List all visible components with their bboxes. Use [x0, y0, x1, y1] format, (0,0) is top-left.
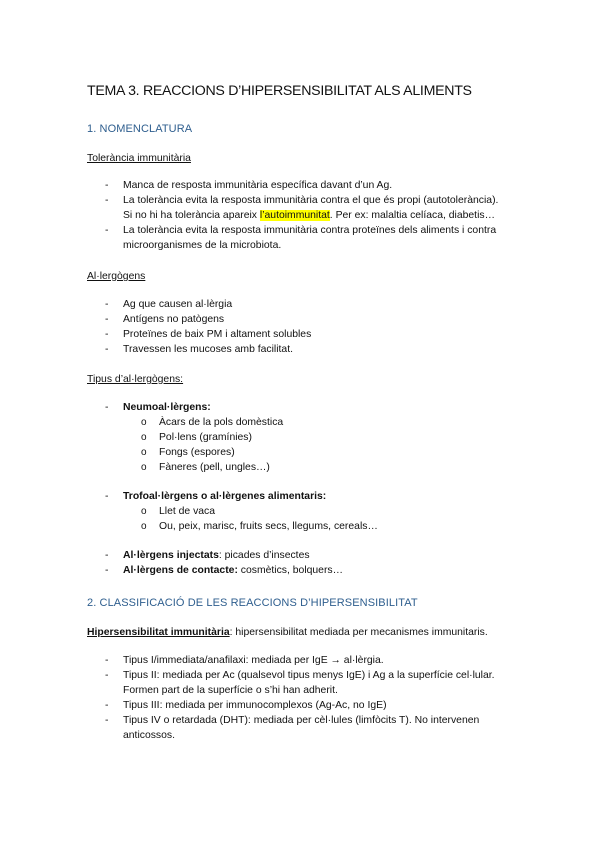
bullet-dash: -: [105, 225, 109, 236]
bullet-dash: -: [105, 655, 109, 666]
list-item: Antígens no patògens: [123, 314, 225, 325]
definition-text: : hipersensibilitat mediada per mecanismes immunitaris.: [229, 627, 488, 638]
bullet-dash: -: [105, 314, 109, 325]
category-text: cosmètics, bolquers…: [237, 565, 344, 576]
sub-list-item: Àcars de la pols domèstica: [159, 417, 284, 428]
section-heading-classificacio: 2. CLASSIFICACIÓ DE LES REACCIONS D’HIPERSENSIBILITAT: [87, 597, 418, 609]
list-item: Manca de resposta immunitària específica davant d’un Ag.: [123, 180, 393, 191]
subheading-allergogens: Al·lergògens: [87, 271, 146, 282]
section-heading-nomenclatura: 1. NOMENCLATURA: [87, 123, 193, 135]
bullet-dash: -: [105, 344, 109, 355]
bullet-dash: -: [105, 195, 109, 206]
bullet-dash: -: [105, 299, 109, 310]
text-run: . Per ex: malaltia celíaca, diabetis…: [329, 210, 495, 221]
list-item: Tipus II: mediada per Ac (qualsevol tipus menys IgE) i Ag a la superfície cel·lular.: [123, 670, 495, 681]
bullet-dash: -: [105, 180, 109, 191]
definition-term: Hipersensibilitat immunitària: [87, 627, 230, 638]
category-contacte: [123, 565, 343, 576]
bullet-circle: o: [141, 417, 147, 428]
bullet-dash: -: [105, 402, 109, 413]
bullet-dash: -: [105, 329, 109, 340]
sub-list-item: Llet de vaca: [159, 506, 216, 517]
definition-paragraph: [87, 627, 488, 638]
bullet-dash: -: [105, 565, 109, 576]
sub-list-item: Fàneres (pell, ungles…): [159, 462, 270, 473]
category-label: Al·lèrgens injectats: [123, 550, 219, 561]
category-label: Al·lèrgens de contacte:: [123, 565, 238, 576]
list-item-continuation: microorganismes de la microbiota.: [123, 240, 282, 251]
bullet-circle: o: [141, 521, 147, 532]
list-item: Travessen les mucoses amb facilitat.: [123, 344, 293, 355]
list-item: La tolerància evita la resposta immunitària contra proteïnes dels aliments i contra: [123, 225, 497, 236]
list-item: Tipus III: mediada per immunocomplexos (Ag-Ac, no IgE): [123, 700, 387, 711]
category-text: : picades d’insectes: [218, 550, 310, 561]
list-item: La tolerància evita la resposta immunitària contra el que és propi (autotolerància).: [123, 195, 499, 206]
list-item: Ag que causen al·lèrgia: [123, 299, 233, 310]
bullet-circle: o: [141, 432, 147, 443]
list-item-continuation: [123, 210, 495, 221]
bullet-circle: o: [141, 506, 147, 517]
list-item: Tipus I/immediata/anafilaxi: mediada per IgE → al·lèrgia.: [123, 655, 384, 666]
bullet-dash: -: [105, 550, 109, 561]
category-injectats: [123, 550, 310, 561]
category-trofoallergens: Trofoal·lèrgens o al·lèrgenes alimentaris:: [123, 491, 327, 502]
bullet-circle: o: [141, 462, 147, 473]
category-neumoallergens: Neumoal·lèrgens:: [123, 402, 211, 413]
bullet-circle: o: [141, 447, 147, 458]
text-run: Si no hi ha tolerància apareix: [123, 210, 260, 221]
bullet-dash: -: [105, 670, 109, 681]
bullet-dash: -: [105, 491, 109, 502]
list-item-continuation: Formen part de la superfície o s’hi han adherit.: [123, 685, 338, 696]
list-item-continuation: anticossos.: [123, 730, 175, 741]
bullet-dash: -: [105, 700, 109, 711]
document-title: TEMA 3. REACCIONS D’HIPERSENSIBILITAT ALS ALIMENTS: [87, 83, 472, 99]
highlighted-text: l’autoimmunitat: [259, 210, 330, 221]
subheading-tipus: Tipus d’al·lergògens:: [87, 374, 184, 385]
list-item: Proteïnes de baix PM i altament solubles: [123, 329, 312, 340]
sub-list-item: Ou, peix, marisc, fruits secs, llegums, cereals…: [159, 521, 378, 532]
bullet-dash: -: [105, 715, 109, 726]
sub-list-item: Fongs (espores): [159, 447, 235, 458]
sub-list-item: Pol·lens (gramínies): [159, 432, 252, 443]
list-item: Tipus IV o retardada (DHT): mediada per cèl·lules (limfòcits T). No intervenen: [123, 715, 480, 726]
subheading-tolerancia: Tolerància immunitària: [87, 153, 191, 164]
